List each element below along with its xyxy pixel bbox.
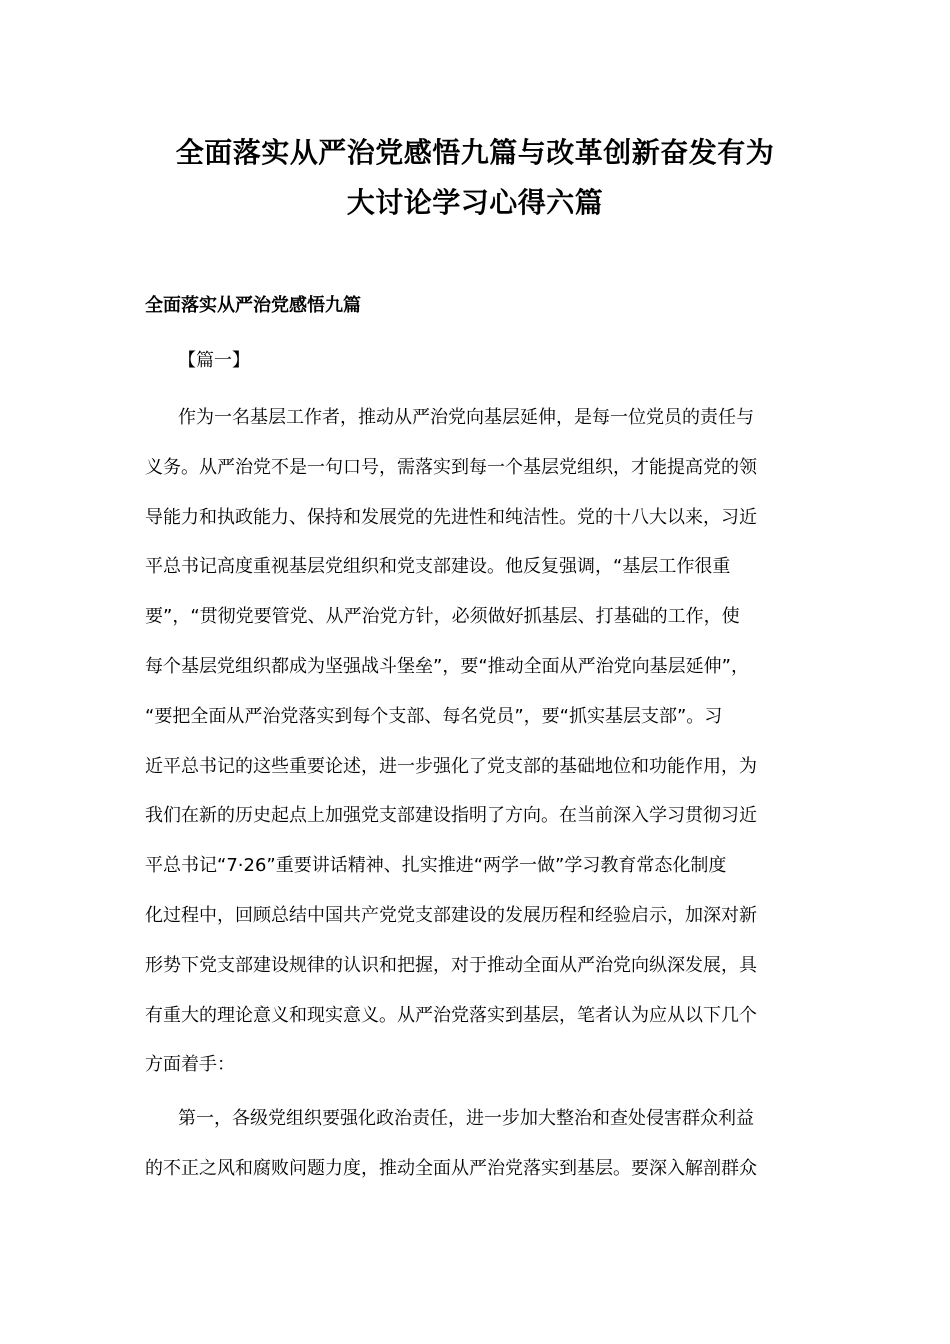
subsection-label: 【篇一】 — [178, 350, 250, 371]
paragraph-line: 平总书记“7·26”重要讲话精神、扎实推进“两学一做”学习教育常态化制度 — [145, 855, 727, 877]
paragraph-line: 方面着手： — [145, 1054, 235, 1076]
paragraph-line: 平总书记高度重视基层党组织和党支部建设。他反复强调，“基层工作很重 — [145, 556, 731, 578]
paragraph-line: 要”，“贯彻党要管党、从严治党方针，必须做好抓基层、打基础的工作，使 — [145, 606, 740, 628]
paragraph-line: 第一，各级党组织要强化政治责任，进一步加大整治和查处侵害群众利益 — [178, 1108, 754, 1129]
paragraph-line: “要把全面从严治党落实到每个支部、每名党员”，要“抓实基层支部”。习 — [145, 705, 723, 727]
paragraph-line: 的不正之风和腐败问题力度，推动全面从严治党落实到基层。要深入解剖群众 — [145, 1157, 757, 1179]
paragraph-line: 近平总书记的这些重要论述，进一步强化了党支部的基础地位和功能作用，为 — [145, 755, 757, 777]
paragraph-line: 作为一名基层工作者，推动从严治党向基层延伸，是每一位党员的责任与 — [178, 407, 754, 428]
paragraph-line: 形势下党支部建设规律的认识和把握，对于推动全面从严治党向纵深发展，具 — [145, 954, 757, 976]
paragraph-line: 化过程中，回顾总结中国共产党党支部建设的发展历程和经验启示，加深对新 — [145, 904, 757, 926]
paragraph-line: 导能力和执政能力、保持和发展党的先进性和纯洁性。党的十八大以来，习近 — [145, 506, 757, 528]
paragraph-line: 有重大的理论意义和现实意义。从严治党落实到基层，笔者认为应从以下几个 — [145, 1004, 757, 1026]
paragraph-line: 义务。从严治党不是一句口号，需落实到每一个基层党组织，才能提高党的领 — [145, 456, 757, 478]
section-heading: 全面落实从严治党感悟九篇 — [145, 295, 361, 316]
body-paragraph — [145, 393, 805, 1090]
paragraph-line: 每个基层党组织都成为坚强战斗堡垒”，要“推动全面从严治党向基层延伸”， — [145, 655, 749, 677]
title-line: 大讨论学习心得六篇 — [346, 186, 604, 219]
paragraph-line: 我们在新的历史起点上加强党支部建设指明了方向。在当前深入学习贯彻习近 — [145, 805, 757, 827]
document-title — [100, 128, 850, 228]
title-line: 全面落实从严治党感悟九篇与改革创新奋发有为 — [175, 136, 775, 169]
body-paragraph — [145, 1094, 805, 1194]
